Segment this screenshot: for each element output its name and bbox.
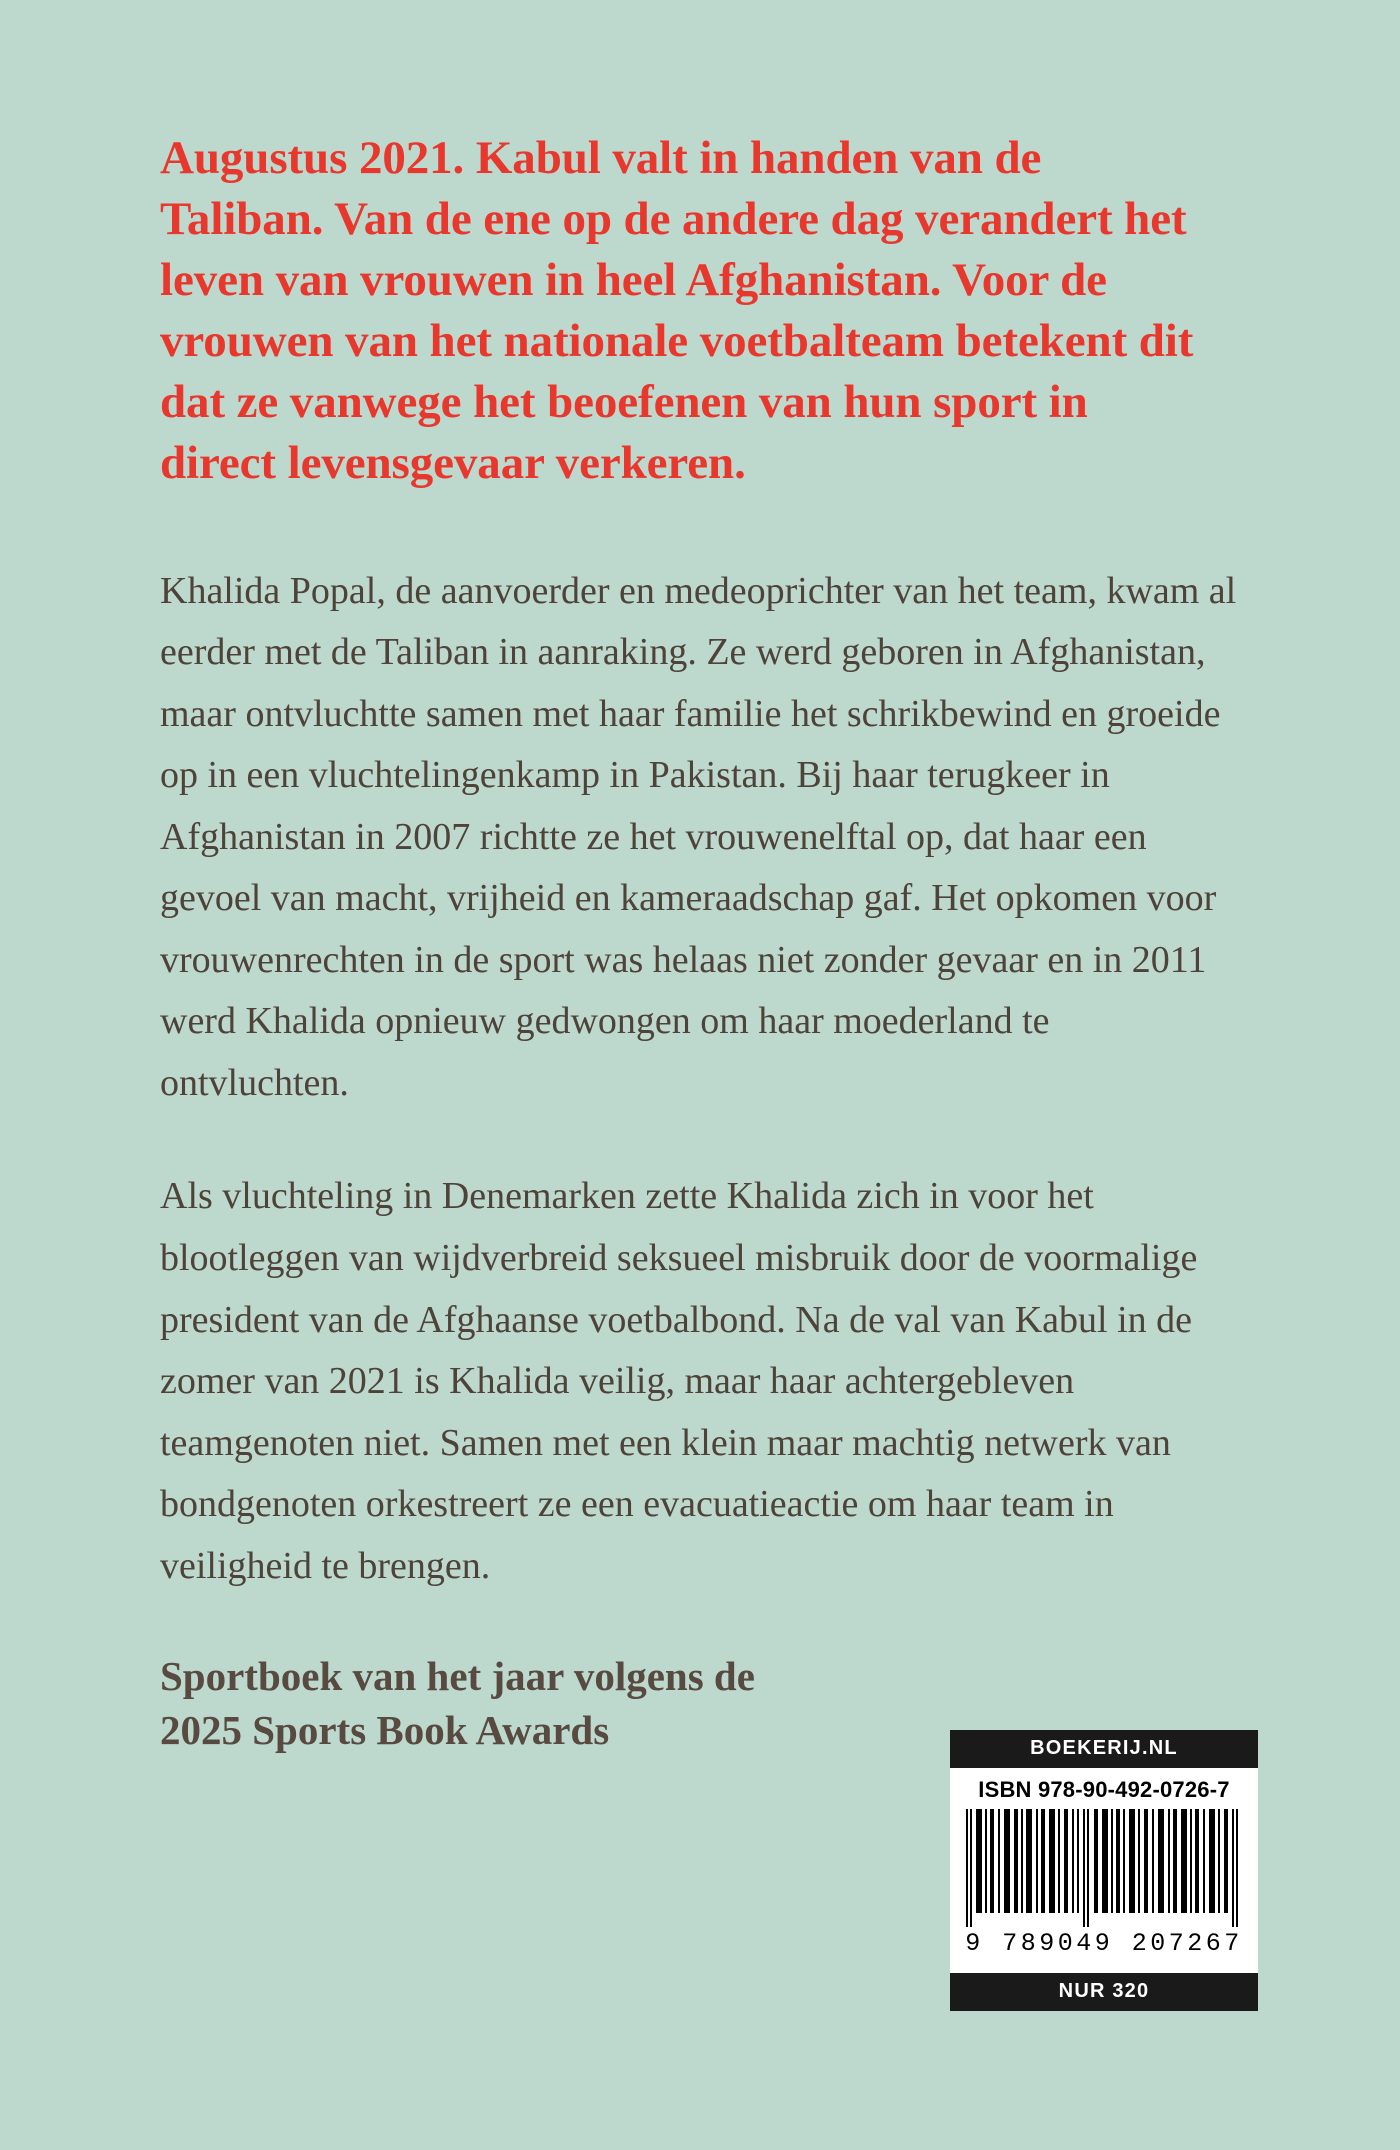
cover-content [160, 128, 1245, 1758]
award-line-1: Sportboek van het jaar volgens de [160, 1653, 755, 1700]
body-paragraph-2: Als vluchteling in Denemarken zette Khalida zich in voor het blootleggen van wijdverbreid seksueel misbruik door de voormalige president van de Afghaanse voetbalbond. Na de val van Kabul in de zomer van 2021 is Khalida veilig, maar haar achtergebleven teamgenoten niet. Samen met een klein maar machtig netwerk van bondgenoten orkestreert ze een evacuatieactie om haar team in veiligheid te brengen. [160, 1175, 1198, 1587]
barcode-block [950, 1730, 1258, 2011]
publisher-label: BOEKERIJ.NL [950, 1730, 1258, 1768]
headline-blurb: Augustus 2021. Kabul valt in handen van de Taliban. Van de ene op de andere dag verandert het leven van vrouwen in heel Afghanistan. Voor de vrouwen van het nationale voetbalteam betekent dit dat ze vanwege het beoefenen van hun sport in direct levensgevaar verkeren. [160, 132, 1194, 490]
body-paragraph-1: Khalida Popal, de aanvoerder en medeoprichter van het team, kwam al eerder met de Taliban in aanraking. Ze werd geboren in Afghanistan, maar ontvluchtte samen met haar familie het schrikbewind en groeide op in een vluchtelingenkamp in Pakistan. Bij haar terugkeer in Afghanistan in 2007 richtte ze het vrouwenelftal op, dat haar een gevoel van macht, vrijheid en kameraadschap gaf. Het opkomen voor vrouwenrechten in de sport was helaas niet zonder gevaar en in 2011 werd Khalida opnieuw gedwongen om haar moederland te ontvluchten. [160, 569, 1237, 1104]
nur-label: NUR 320 [950, 1973, 1258, 2011]
barcode-digits: 9 789049 207267 [950, 1929, 1258, 1967]
ean13-barcode-icon [966, 1809, 1242, 1927]
isbn-label: ISBN 978-90-492-0726-7 [950, 1768, 1258, 1809]
award-line-2: 2025 Sports Book Awards [160, 1707, 610, 1754]
award-note [160, 1649, 940, 1757]
barcode-bars-wrapper [950, 1809, 1258, 1929]
